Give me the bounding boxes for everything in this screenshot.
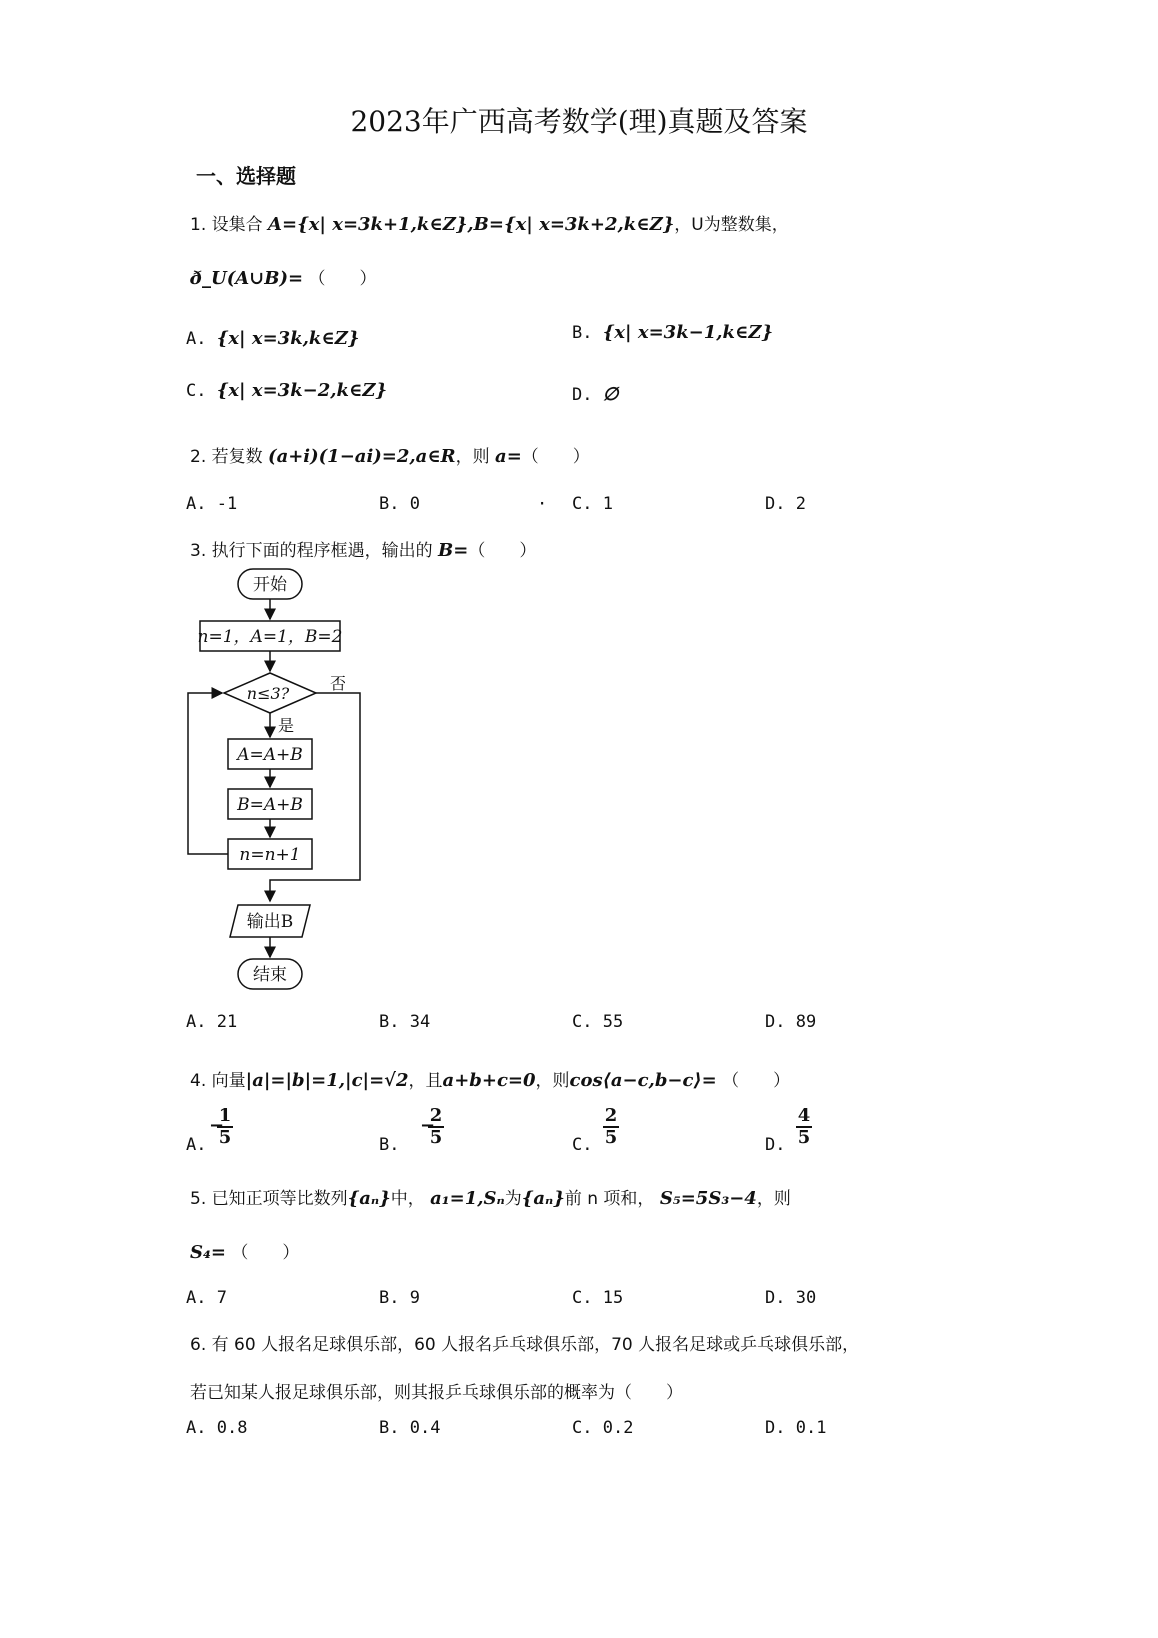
option-c <box>572 1012 623 1032</box>
option-value: 21 <box>216 1012 238 1032</box>
option-c <box>572 1106 619 1155</box>
question-number: 1. <box>190 215 207 235</box>
option-fraction: − 1 5 <box>209 1105 232 1148</box>
answer-paren: （ ） <box>521 447 590 467</box>
option-label: B. <box>379 1288 400 1308</box>
flow-step3-label: n=n+1 <box>239 845 301 865</box>
option-a <box>186 1106 233 1155</box>
flowchart <box>180 565 380 995</box>
option-value: 1 <box>602 494 613 514</box>
stray-dot: · <box>537 494 548 514</box>
question-text: ，U为整数集， <box>674 215 789 235</box>
answer-paren: （ ） <box>722 1071 791 1091</box>
option-d <box>765 1418 826 1438</box>
math-expression: |a|=|b|=1,|c|=√2 <box>245 1070 409 1091</box>
flow-step2-label: B=A+B <box>237 795 303 815</box>
question-number: 6. <box>190 1335 207 1355</box>
answer-paren: （ ） <box>308 269 377 289</box>
question-text: 向量 <box>211 1071 246 1091</box>
question-text: 已知正项等比数列 <box>211 1189 348 1209</box>
option-label: C. <box>186 381 207 401</box>
option-label: A. <box>186 329 207 349</box>
math-expression: A={x| x=3k+1,k∈Z},B={x| x=3k+2,k∈Z} <box>268 214 675 235</box>
question-5-line <box>190 1184 791 1209</box>
option-value: 0.1 <box>795 1418 827 1438</box>
option-label: D. <box>765 494 786 514</box>
option-label: C. <box>572 494 593 514</box>
option-value: ∅ <box>602 384 619 405</box>
question-text: 若复数 <box>211 447 263 467</box>
question-1-line <box>190 210 789 235</box>
section-heading: 一、选择题 <box>196 164 296 188</box>
question-text: 中， <box>390 1189 425 1209</box>
option-a <box>186 328 359 349</box>
option-label: A. <box>186 1012 207 1032</box>
option-b <box>379 1012 430 1032</box>
option-a <box>186 494 237 514</box>
option-label: B. <box>379 1012 400 1032</box>
math-expression: a₁=1,Sₙ <box>430 1188 505 1209</box>
option-label: C. <box>572 1012 593 1032</box>
option-value: 34 <box>409 1012 431 1032</box>
option-fraction: $\frac{2}{5}$ <box>604 1105 618 1148</box>
option-label: C. <box>572 1418 593 1438</box>
option-label: B. <box>572 323 593 343</box>
option-d <box>572 384 618 405</box>
option-label: D. <box>765 1135 786 1155</box>
flow-yes-label: 是 <box>277 716 295 735</box>
option-fraction: $\frac{4}{5}$ <box>797 1105 811 1148</box>
option-value: {x| x=3k−1,k∈Z} <box>602 322 774 343</box>
math-expression: a+b+c=0 <box>442 1070 536 1091</box>
page-title: 2023年广西高考数学(理)真题及答案 <box>350 105 808 138</box>
option-value: {x| x=3k,k∈Z} <box>216 328 360 349</box>
option-value: {x| x=3k−2,k∈Z} <box>216 380 388 401</box>
question-text: 为 <box>504 1189 522 1209</box>
option-b <box>572 322 773 343</box>
option-b <box>379 1418 440 1438</box>
question-number: 4. <box>190 1071 207 1091</box>
option-label: C. <box>572 1288 593 1308</box>
option-label: B. <box>379 1418 400 1438</box>
option-a <box>186 1418 247 1438</box>
answer-paren: （ ） <box>231 1243 300 1263</box>
question-4-line <box>190 1066 790 1091</box>
option-label: A. <box>186 1135 207 1155</box>
option-value: -1 <box>216 494 238 514</box>
option-d <box>765 1012 816 1032</box>
option-label: A. <box>186 494 207 514</box>
math-expression: ð_U(A∪B)= <box>190 268 304 289</box>
question-number: 5. <box>190 1189 207 1209</box>
math-expression: S₄= <box>190 1242 226 1263</box>
option-value: 7 <box>216 1288 227 1308</box>
flow-output-label: 输出B <box>246 912 294 932</box>
option-d <box>765 494 806 514</box>
option-label: A. <box>186 1288 207 1308</box>
question-text: ，则 <box>756 1189 791 1209</box>
option-b <box>379 494 420 514</box>
option-fraction: − 2 5 <box>420 1105 443 1148</box>
question-text: ，且 <box>408 1071 443 1091</box>
option-label: B. <box>379 494 400 514</box>
option-label: D. <box>765 1012 786 1032</box>
math-expression: {aₙ} <box>347 1188 391 1209</box>
question-2-line <box>190 442 590 467</box>
flow-start-label: 开始 <box>253 575 287 595</box>
option-c <box>572 1288 623 1308</box>
option-label: D. <box>572 385 593 405</box>
math-expression: (a+i)(1−ai)=2,a∈R <box>268 446 456 467</box>
option-value: 0.4 <box>409 1418 441 1438</box>
option-b <box>379 1288 420 1308</box>
option-value: 0 <box>409 494 420 514</box>
option-b <box>379 1106 444 1155</box>
flow-condition-label: n≤3? <box>246 684 290 703</box>
option-value: 55 <box>602 1012 624 1032</box>
option-value: 9 <box>409 1288 420 1308</box>
option-label: D. <box>765 1288 786 1308</box>
flow-no-label: 否 <box>329 674 347 693</box>
math-expression: cos⟨a−c,b−c⟩= <box>569 1070 717 1091</box>
option-value: 2 <box>795 494 806 514</box>
option-c <box>572 1418 633 1438</box>
math-expression: B= <box>438 540 469 561</box>
question-number: 3. <box>190 541 207 561</box>
question-number: 2. <box>190 447 207 467</box>
question-text: ，则 <box>535 1071 570 1091</box>
option-label: B. <box>379 1135 400 1155</box>
question-text: ，则 <box>455 447 490 467</box>
math-expression: a= <box>495 446 522 467</box>
question-6-line2: 若已知某人报足球俱乐部，则其报乒乓球俱乐部的概率为（ ） <box>190 1383 683 1403</box>
question-5-line2 <box>190 1238 299 1263</box>
option-value: 0.2 <box>602 1418 634 1438</box>
question-text: 设集合 <box>211 215 263 235</box>
option-value: 30 <box>795 1288 817 1308</box>
option-c <box>572 494 613 514</box>
answer-paren: （ ） <box>468 541 537 561</box>
option-d <box>765 1106 812 1155</box>
question-1-line2 <box>190 264 377 289</box>
flow-end-label: 结束 <box>253 965 287 985</box>
option-value: 0.8 <box>216 1418 248 1438</box>
question-6-line <box>190 1330 859 1355</box>
flow-step1-label: A=A+B <box>237 745 303 765</box>
question-3-line <box>190 536 536 561</box>
question-text: 执行下面的程序框遇，输出的 <box>211 541 433 561</box>
option-label: D. <box>765 1418 786 1438</box>
question-text: 有 60 人报名足球俱乐部，60 人报名乒乓球俱乐部，70 人报名足球或乒乓球俱乐部， <box>211 1335 860 1355</box>
question-text: 前 n 项和， <box>564 1189 655 1209</box>
option-c <box>186 380 387 401</box>
flow-init-label: n=1，A=1，B=2 <box>197 627 343 647</box>
option-a <box>186 1012 237 1032</box>
math-expression: S₅=5S₃−4 <box>659 1188 757 1209</box>
math-expression: {aₙ} <box>521 1188 565 1209</box>
option-a <box>186 1288 227 1308</box>
option-d <box>765 1288 816 1308</box>
option-label: A. <box>186 1418 207 1438</box>
option-label: C. <box>572 1135 593 1155</box>
option-value: 89 <box>795 1012 817 1032</box>
option-value: 15 <box>602 1288 624 1308</box>
